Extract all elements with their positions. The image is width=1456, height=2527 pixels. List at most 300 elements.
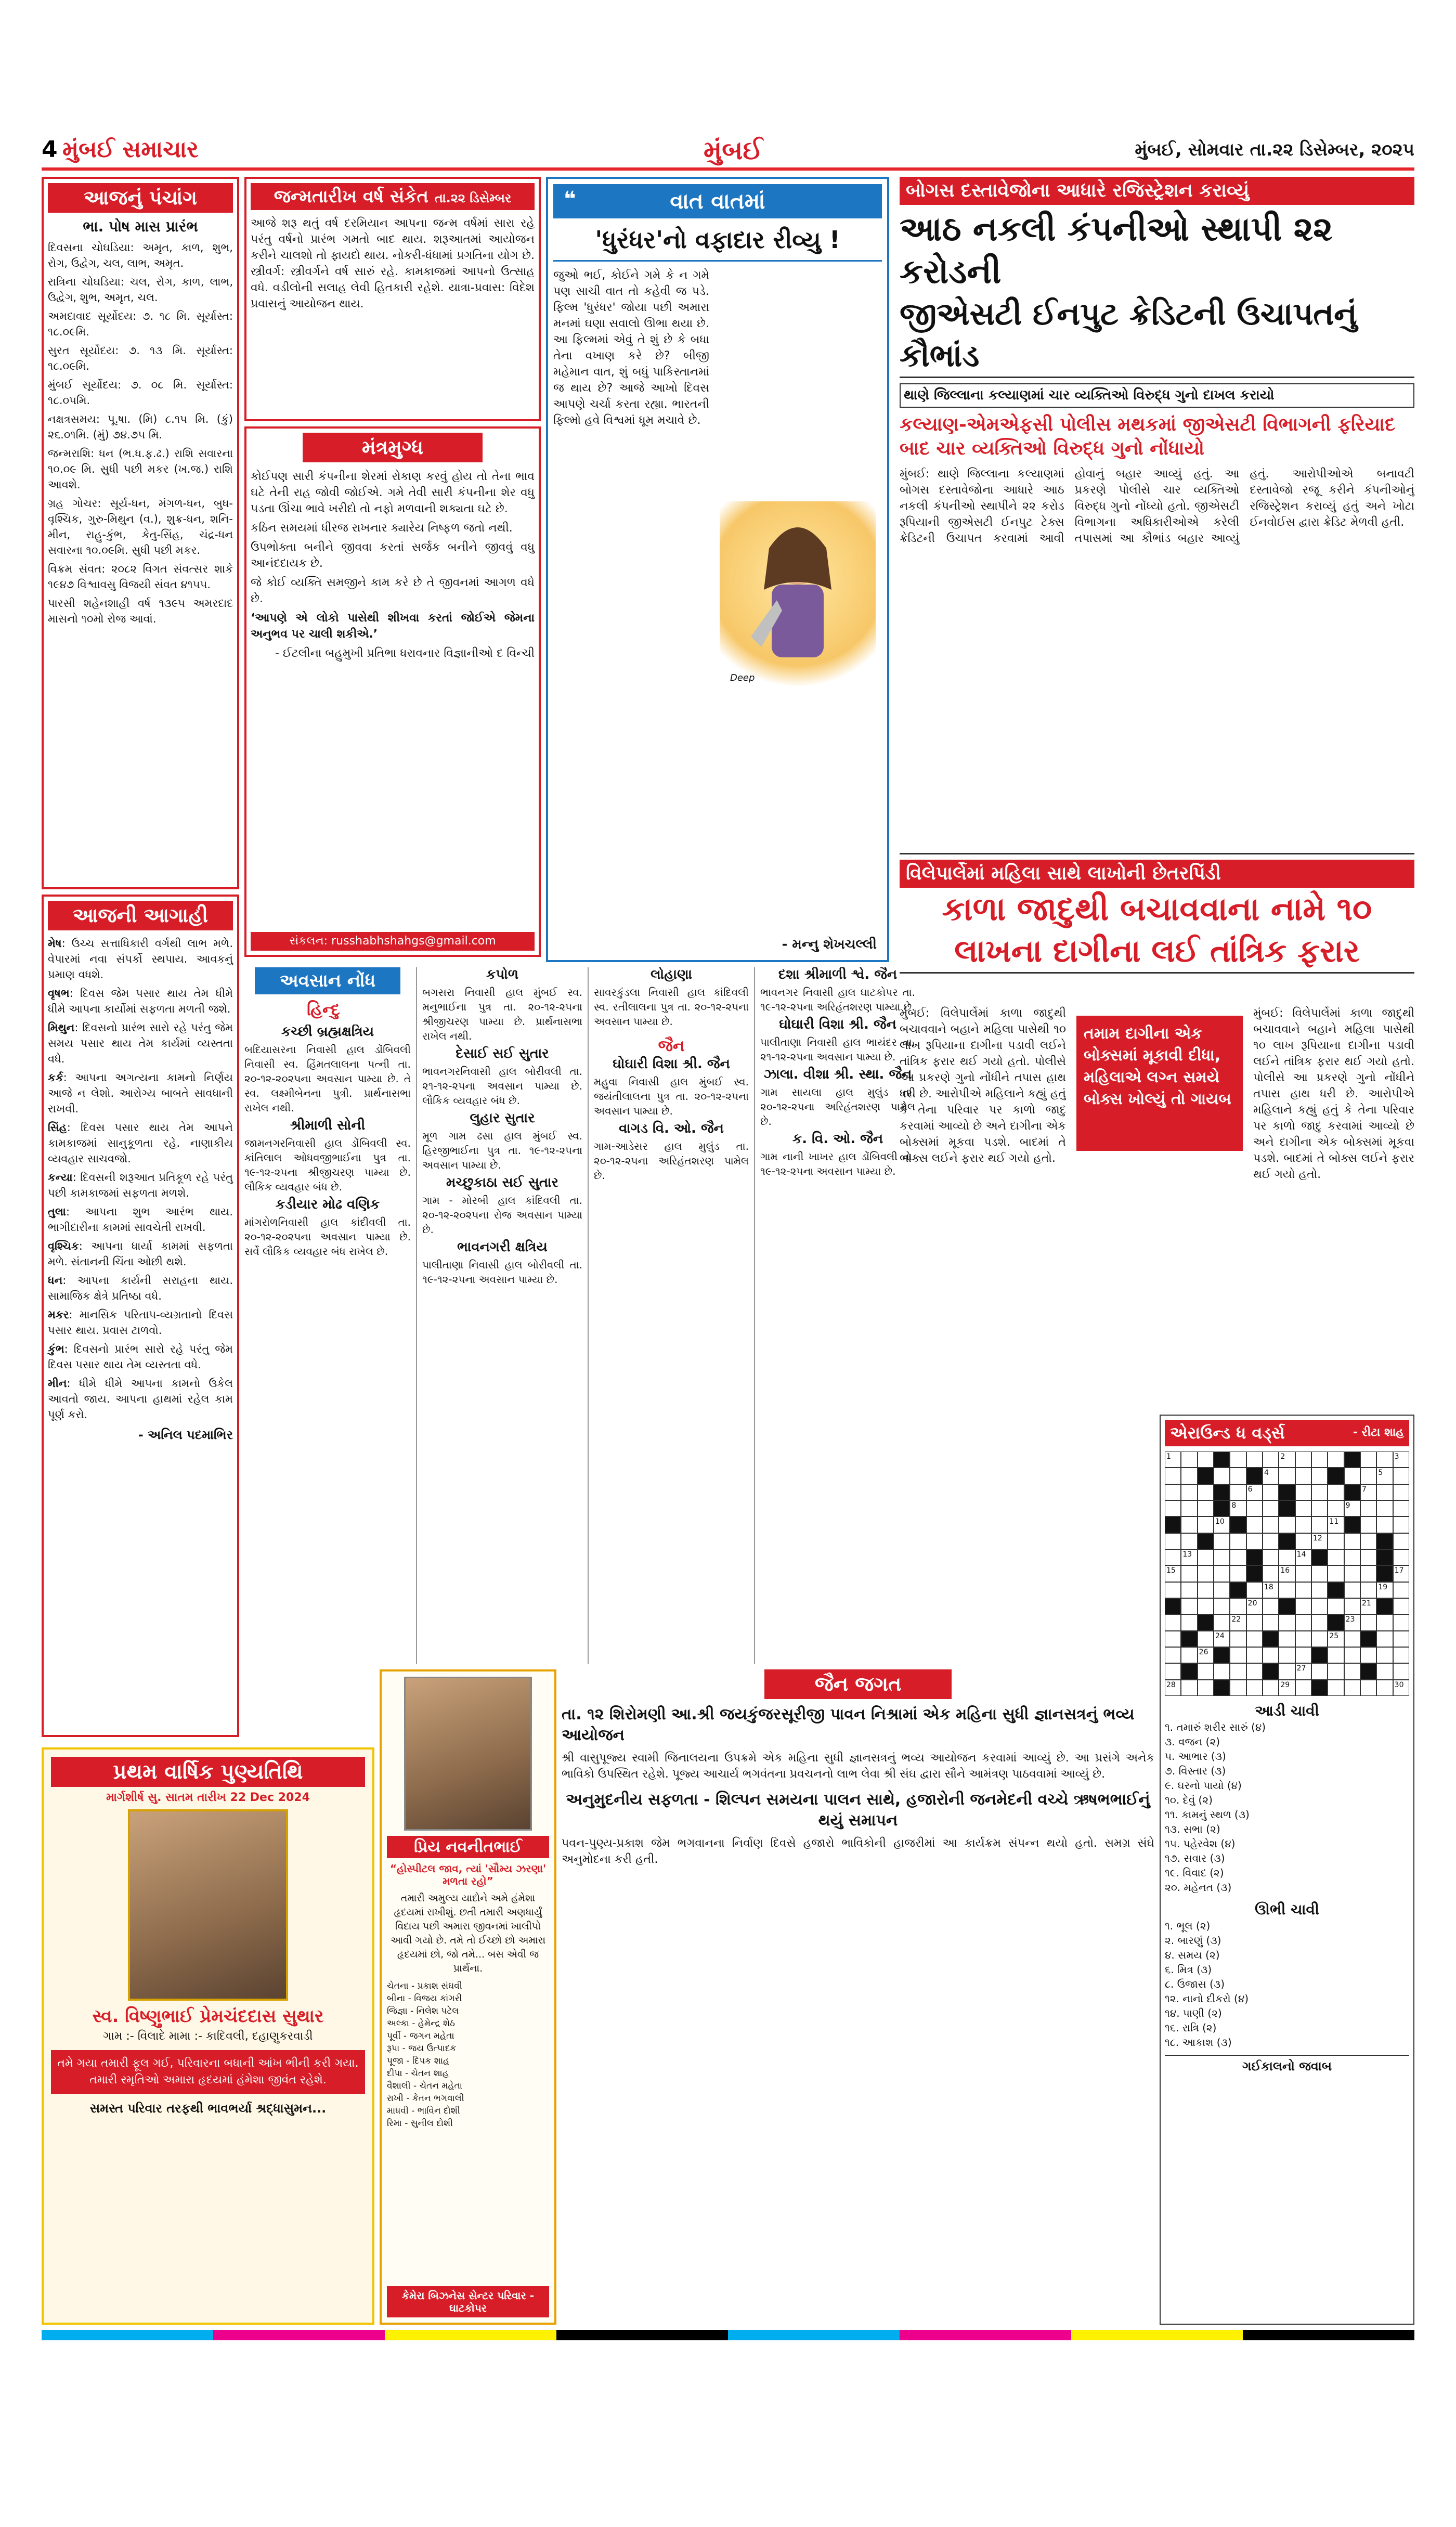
illustration-signature: Deep	[730, 672, 755, 683]
crossword-cell[interactable]	[1279, 1517, 1295, 1533]
forecast-item: કુંભ: દિવસનો પ્રારંભ સારો રહે પરંતુ જેમ દિવસ પસાર થાય તેમ વ્યસ્તતા વધે.	[48, 1343, 233, 1371]
crossword-cell[interactable]	[1279, 1647, 1295, 1663]
crossword-cell[interactable]	[1393, 1468, 1409, 1484]
crossword-cell[interactable]	[1181, 1598, 1197, 1614]
crossword-cell[interactable]	[1181, 1468, 1197, 1484]
paper-name: મુંબઈ સમાચાર	[62, 136, 199, 163]
crossword-cell[interactable]	[1165, 1533, 1181, 1549]
crossword-cell[interactable]	[1165, 1614, 1181, 1630]
crossword-cell[interactable]	[1311, 1500, 1328, 1517]
crossword-cell[interactable]	[1393, 1582, 1409, 1598]
second-body-2: મુંબઈ: વિલેપાર્લેમાં કાળા જાદુથી બચાવવાને બહાને મહિલા પાસેથી ૧૦ લાખ રૂપિયાના દાગીના પડાવી લઈને તાંત્રિક ફરાર થઈ ગયો હતો. પોલીસે આ પ્રકરણે ગુનો નોંધીને તપાસ હાથ ધરી છે. આરોપીએ મહિલાને કહ્યું હતું કે તેના પરિવાર પર કાળો જાદુ કરવામાં આવ્યો છે અને દાગીના એક બોક્સમાં મૂકવા પડશે. બાદમાં તે બોક્સ લઈને ફરાર થઈ ગયો હતો.	[1253, 1007, 1414, 1181]
crossword-cell[interactable]	[1344, 1565, 1360, 1582]
crossword-cell[interactable]	[1246, 1614, 1263, 1630]
crossword-cell[interactable]	[1263, 1500, 1279, 1517]
crossword-cell[interactable]	[1230, 1533, 1246, 1549]
obit-text: બગસરા નિવાસી હાલ મુંબઈ સ્વ. મનુભાઈના પુત્ર તા. ૨૦-૧૨-૨૫ના શ્રીજીચરણ પામ્યા છે. પ્રાર્થનાસભા રાખેલ નથી.	[422, 986, 582, 1042]
crossword-cell[interactable]	[1311, 1598, 1328, 1614]
relative: બીના - વિજય કાંગરી	[387, 1993, 462, 2004]
crossword-cell	[1279, 1484, 1295, 1500]
crossword-cell[interactable]	[1376, 1680, 1393, 1696]
crossword-cell[interactable]	[1360, 1549, 1376, 1565]
crossword-cell[interactable]: 15	[1165, 1565, 1181, 1582]
panchang-line: નક્ષત્રસમય: પૂ.ષા. (મિ) ૮.૧૫ મિ. (કું) ૨૬.૦૧મિ. (મું) ૭૪.૭૫ મિ.	[48, 413, 233, 441]
crossword-cell[interactable]	[1198, 1663, 1214, 1679]
crossword-cell	[1230, 1517, 1246, 1533]
crossword-cell	[1311, 1647, 1328, 1663]
crossword-cell[interactable]	[1246, 1631, 1263, 1647]
clue: ૧૩. સભા (૨)	[1165, 1823, 1220, 1835]
forecast-body	[48, 936, 233, 1422]
crossword-cell	[1214, 1647, 1230, 1663]
crossword-cell	[1279, 1533, 1295, 1549]
obit-text: ભાવનગર નિવાસી હાલ ઘાટકોપર તા. ૧૯-૧૨-૨૫ના અરિહંતશરણ પામ્યા છે.	[760, 986, 915, 1013]
crossword-cell[interactable]	[1295, 1565, 1311, 1582]
crossword-cell[interactable]	[1198, 1598, 1214, 1614]
crossword-cell[interactable]: 30	[1393, 1680, 1409, 1696]
jain-body: શ્રી વાસુપૂજ્ય સ્વામી જિનાલયના ઉપક્રમે એક મહિના સુધી જ્ઞાનસત્રનું ભવ્ય આયોજન કરવામાં આવ્યું છે. આ પ્રસંગે અનેક ભાવિકો ઉપસ્થિત રહેશે. પૂજ્ય આચાર્ય ભગવંતના પ્રવચનનો લાભ લેવા શ્રી સંઘ દ્વારા સૌને આમંત્રણ પાઠવવામાં આવ્યું છે.	[562, 1752, 1154, 1781]
crossword-cell[interactable]	[1328, 1565, 1344, 1582]
crossword-cell[interactable]	[1360, 1565, 1376, 1582]
panchang-line: ગ્રહ ગોચર: સૂર્ય-ધન, મંગળ-ધન, બુધ-વૃશ્ચિક, ગુરુ-મિથુન (વ.), શુક્ર-ધન, શનિ-મીન, રાહુ-કુંભ, કેતુ-સિંહ, ચંદ્ર-ધન સવારના ૧૦.૦૯મિ. સુધી પછી મકર.	[48, 497, 233, 556]
crossword-cell[interactable]	[1295, 1468, 1311, 1484]
crossword-cell[interactable]	[1393, 1484, 1409, 1500]
crossword-cell	[1263, 1663, 1279, 1679]
crossword-cell[interactable]	[1279, 1582, 1295, 1598]
crossword-cell[interactable]	[1360, 1500, 1376, 1517]
mantra-quote-author: - ઈટલીના બહુમુખી પ્રતિભા ધરાવનાર વિજ્ઞાનીઓ દ વિન્ચી	[275, 647, 535, 660]
second-kicker: વિલેપાર્લેમાં મહિલા સાથે લાખોની છેતરપિંડી	[900, 860, 1414, 888]
crossword-cell[interactable]	[1198, 1549, 1214, 1565]
crossword-cell[interactable]: 11	[1328, 1517, 1344, 1533]
forecast-item: વૃષભ: દિવસ જેમ પસાર થાય તેમ ધીમે ધીમે આપના કાર્યોમાં સફળતા મળતી જશે.	[48, 987, 233, 1015]
vaat-body: જુઓ ભઈ, કોઈને ગમે કે ન ગમે પણ સાચી વાત તો કહેવી જ પડે. ફિલ્મ 'ધુરંધર' જોયા પછી અમારા મનમાં ઘણા સવાલો ઊભા થયા છે. આ ફિલ્મમાં એવું તે શું છે કે બધા તેના વખાણ કરે છે? બીજી મહેમાન વાત, શું બધું પાકિસ્તાનમાં જ થાય છે? આજે આખો દિવસ આપણે ચર્ચા કરતા રહ્યા. ભારતની ફિલ્મો હવે વિશ્વમાં ધૂમ મચાવે છે.	[553, 269, 709, 427]
crossword-cell[interactable]	[1263, 1452, 1279, 1468]
crossword-cell[interactable]	[1295, 1517, 1311, 1533]
panchang-title: આજનું પંચાંગ	[48, 183, 233, 213]
crossword-cell[interactable]	[1198, 1631, 1214, 1647]
crossword-cell[interactable]: 17	[1393, 1565, 1409, 1582]
mantra-box	[244, 426, 541, 957]
crossword-cell[interactable]	[1279, 1663, 1295, 1679]
crossword-cell[interactable]	[1295, 1500, 1311, 1517]
crossword-cell[interactable]	[1214, 1598, 1230, 1614]
birthday-box	[244, 177, 541, 421]
crossword-cell[interactable]: 8	[1230, 1500, 1246, 1517]
crossword-cell[interactable]	[1328, 1452, 1344, 1468]
crossword-cell[interactable]	[1295, 1614, 1311, 1630]
crossword-cell[interactable]	[1376, 1517, 1393, 1533]
crossword-cell[interactable]: 10	[1214, 1517, 1230, 1533]
memorial1-date: માર્ગશીર્ષ સુ. સાતમ તારીખ 22 Dec 2024	[106, 1791, 310, 1804]
crossword-cell[interactable]: 7	[1360, 1484, 1376, 1500]
crossword-cell[interactable]	[1376, 1631, 1393, 1647]
crossword-cell[interactable]	[1246, 1533, 1263, 1549]
birthday-title: જન્મતારીખ વર્ષ સંકેત તા.૨૨ ડિસેમ્બર	[251, 183, 535, 210]
clue: ૯. ઘરનો પાયો (૪)	[1165, 1779, 1242, 1792]
obit-text: મૂળ ગામ ઢસા હાલ મુંબઈ સ્વ. હિરજીભાઈના પુત્ર તા. ૧૯-૧૨-૨૫ના અવસાન પામ્યા છે.	[422, 1130, 582, 1171]
crossword-cell[interactable]	[1295, 1680, 1311, 1696]
clue: ૮. ઉજાસ (૩)	[1165, 1978, 1225, 1990]
crossword-cell[interactable]	[1295, 1631, 1311, 1647]
crossword-cell[interactable]	[1376, 1452, 1393, 1468]
crossword-cell[interactable]	[1198, 1484, 1214, 1500]
obituary-col-3	[588, 967, 749, 1664]
crossword-cell[interactable]	[1311, 1452, 1328, 1468]
crossword-cell[interactable]: 16	[1279, 1565, 1295, 1582]
memorial2-title: પ્રિય નવનીતભાઈ	[387, 1836, 549, 1858]
memorial-2	[380, 1669, 556, 2325]
jain-headline: તા. ૧૨ શિરોમણી આ.શ્રી જયકુંજરસૂરીજી પાવન નિશ્રામાં એક મહિના સુધી જ્ઞાનસત્રનું ભવ્ય આયોજન	[562, 1705, 1135, 1744]
crossword-cell[interactable]	[1263, 1565, 1279, 1582]
crossword-cell[interactable]	[1360, 1680, 1376, 1696]
jain-jagat-title: જૈન જગત	[764, 1669, 952, 1699]
crossword-cell[interactable]	[1230, 1565, 1246, 1582]
memorial2-quote: “હોસ્પીટલ જાવ, ત્યાં 'સૌમ્ય ઝરણા' મળતા રહો”	[389, 1862, 547, 1887]
crossword-cell[interactable]	[1181, 1533, 1197, 1549]
crossword-cell[interactable]	[1214, 1565, 1230, 1582]
crossword-cell[interactable]	[1165, 1647, 1181, 1663]
mantra-contact: સંકલન: russhabhshahgs@gmail.com	[251, 932, 535, 951]
clue: ૧૮. આકાશ (૩)	[1165, 2036, 1232, 2049]
crossword-cell[interactable]	[1311, 1468, 1328, 1484]
crossword-cell[interactable]	[1198, 1565, 1214, 1582]
crossword-cell[interactable]	[1246, 1647, 1263, 1663]
crossword-cell[interactable]	[1214, 1614, 1230, 1630]
crossword-cell[interactable]: 29	[1279, 1680, 1295, 1696]
crossword-cell[interactable]	[1295, 1582, 1311, 1598]
clue: ૪. સમય (૨)	[1165, 1949, 1220, 1961]
second-news	[900, 853, 1414, 1409]
crossword-cell[interactable]	[1181, 1452, 1197, 1468]
crossword-cell[interactable]	[1181, 1500, 1197, 1517]
crossword-cell[interactable]	[1328, 1663, 1344, 1679]
crossword-cell[interactable]	[1360, 1468, 1376, 1484]
crossword-cell[interactable]: 13	[1181, 1549, 1197, 1565]
crossword-cell[interactable]	[1295, 1484, 1311, 1500]
crossword-cell	[1246, 1565, 1263, 1582]
obituary-title: અવસાન નોંધ	[255, 967, 400, 994]
crossword-cell[interactable]	[1165, 1484, 1181, 1500]
panchang-line: રાત્રિના ચોઘડિયા: ચલ, રોગ, કાળ, લાભ, ઉદ્વેગ, શુભ, અમૃત, ચલ.	[48, 276, 233, 304]
crossword-cell[interactable]	[1279, 1631, 1295, 1647]
crossword-cell[interactable]	[1311, 1517, 1328, 1533]
crossword-cell[interactable]	[1360, 1452, 1376, 1468]
clue: ૫. આભાર (૩)	[1165, 1750, 1226, 1763]
crossword-cell[interactable]: 18	[1263, 1582, 1279, 1598]
jain-section-title: જૈન	[658, 1037, 685, 1055]
crossword-cell	[1376, 1549, 1393, 1565]
obituary-sub: હિન્દુ	[307, 1000, 340, 1019]
crossword-cell[interactable]	[1328, 1647, 1344, 1663]
panchang-body	[48, 240, 233, 627]
crossword-cell[interactable]	[1165, 1631, 1181, 1647]
crossword-cell	[1328, 1582, 1344, 1598]
crossword-cell[interactable]	[1263, 1598, 1279, 1614]
crossword-cell[interactable]: 1	[1165, 1452, 1181, 1468]
across-title: આડી ચાવી	[1255, 1702, 1319, 1719]
crossword-cell	[1214, 1484, 1230, 1500]
obit-text: ગામ નાની ખાખર હાલ ડોંબિવલી તા. ૧૯-૧૨-૨૫ના અવસાન પામ્યા છે.	[760, 1150, 915, 1177]
crossword-cell[interactable]: 21	[1360, 1598, 1376, 1614]
panchang-line: સુરત સૂર્યોદય: ૭. ૧૩ મિ. સૂર્યાસ્ત: ૧૮.૦૯મિ.	[48, 344, 233, 372]
crossword-cell[interactable]	[1230, 1468, 1246, 1484]
crossword-cell[interactable]	[1328, 1549, 1344, 1565]
obituary-col-4	[754, 967, 915, 1664]
crossword-cell[interactable]	[1344, 1533, 1360, 1549]
crossword-cell[interactable]: 12	[1311, 1533, 1328, 1549]
crossword-cell[interactable]	[1376, 1484, 1393, 1500]
second-highlight: તમામ દાગીના એક બોક્સમાં મૂકાવી દીધા, મહિલાએ લગ્ન સમયે બોક્સ ખોલ્યું તો ગાયબ	[1076, 1016, 1243, 1151]
crossword-cell[interactable]	[1181, 1517, 1197, 1533]
crossword-cell[interactable]: 28	[1165, 1680, 1181, 1696]
crossword-cell[interactable]	[1230, 1663, 1246, 1679]
crossword-cell[interactable]	[1376, 1614, 1393, 1630]
mantra-item: કોઈપણ સારી કંપનીના શેરમાં રોકાણ કરવું હોય તો તેના ભાવ ઘટે તેની રાહ જોવી જોઈએ. ગમે તેવી સારી કંપનીના શેર વધુ પડતા ઊંચા ભાવે ખરીદો તો નફો મળવાની શક્યતા ઘટે છે.	[251, 470, 535, 515]
crossword-cell[interactable]	[1279, 1549, 1295, 1565]
crossword-cell[interactable]	[1214, 1533, 1230, 1549]
relative: દીપા - ચેતન શાહ	[387, 2068, 449, 2079]
crossword-cell[interactable]	[1165, 1500, 1181, 1517]
crossword-cell[interactable]	[1198, 1582, 1214, 1598]
crossword-cell[interactable]	[1263, 1517, 1279, 1533]
crossword-cell[interactable]	[1181, 1484, 1197, 1500]
crossword-cell[interactable]	[1311, 1484, 1328, 1500]
crossword-cell[interactable]	[1230, 1647, 1246, 1663]
crossword-cell[interactable]	[1295, 1598, 1311, 1614]
crossword-cell	[1376, 1533, 1393, 1549]
crossword-cell[interactable]	[1295, 1533, 1311, 1549]
crossword-cell	[1181, 1663, 1197, 1679]
obit-text: ગામ - મોરબી હાલ કાંદિવલી તા. ૨૦-૧૨-૨૦૨૫ના રોજ અવસાન પામ્યા છે.	[422, 1194, 582, 1236]
crossword-cell[interactable]	[1393, 1500, 1409, 1517]
crossword-cell[interactable]	[1246, 1517, 1263, 1533]
crossword-cell[interactable]	[1165, 1549, 1181, 1565]
relative: રૂપા - જય ઉત્પાદક	[387, 2043, 457, 2054]
crossword-cell[interactable]	[1393, 1663, 1409, 1679]
crossword-cell[interactable]	[1344, 1468, 1360, 1484]
crossword-cell[interactable]	[1230, 1598, 1246, 1614]
crossword-cell[interactable]	[1230, 1680, 1246, 1696]
crossword-cell[interactable]	[1279, 1614, 1295, 1630]
crossword-cell[interactable]	[1376, 1500, 1393, 1517]
crossword-cell[interactable]: 20	[1246, 1598, 1263, 1614]
crossword-cell[interactable]	[1393, 1517, 1409, 1533]
relative: અલ્કા - હેમેન્દ્ર શેઠ	[387, 2018, 455, 2029]
crossword-cell[interactable]	[1165, 1468, 1181, 1484]
crossword-cell[interactable]	[1246, 1663, 1263, 1679]
memorial-1	[42, 1747, 374, 2325]
crossword-grid[interactable]	[1165, 1452, 1409, 1696]
crossword-cell[interactable]	[1295, 1452, 1311, 1468]
crossword-cell	[1344, 1484, 1360, 1500]
crossword-cell[interactable]	[1344, 1598, 1360, 1614]
crossword-cell[interactable]	[1165, 1663, 1181, 1679]
obit-text: બદિયાસરના નિવાસી હાલ ડોંબિવલી નિવાસી સ્વ. હિંમતલાલના પત્ની તા. ૨૦-૧૨-૨૦૨૫ના અવસાન પામ્યા છે. તે સ્વ. લક્ષ્મીબેનના પુત્રી. પ્રાર્થનાસભા રાખેલ નથી.	[244, 1043, 411, 1114]
obit-text: ગામ-આડેસર હાલ મુલુંડ તા. ૨૦-૧૨-૨૫ના અરિહંતશરણ પામેલ છે.	[594, 1140, 749, 1182]
memorial1-village: ગામ :- વિલાદે મામા :- કાદિવલી, દહાણુકરવાડી	[103, 2030, 313, 2043]
crossword-cell[interactable]	[1393, 1549, 1409, 1565]
crossword-cell[interactable]	[1393, 1533, 1409, 1549]
mantra-quote: ‘આપણે એ લોકો પાસેથી શીખવા કરતાં જોઈએ જેમના અનુભવ પર ચાલી શકીએ.’	[251, 612, 535, 641]
crossword-cell[interactable]	[1344, 1663, 1360, 1679]
crossword-cell[interactable]	[1263, 1484, 1279, 1500]
crossword-cell[interactable]	[1263, 1614, 1279, 1630]
crossword-cell[interactable]	[1198, 1452, 1214, 1468]
crossword-cell[interactable]	[1230, 1631, 1246, 1647]
crossword-cell[interactable]	[1393, 1631, 1409, 1647]
crossword-cell[interactable]	[1344, 1680, 1360, 1696]
crossword-cell[interactable]	[1181, 1680, 1197, 1696]
crossword-cell[interactable]	[1165, 1582, 1181, 1598]
memorial1-title: પ્રથમ વાર્ષિક પુણ્યતિથિ	[51, 1757, 365, 1787]
vaat-illustration	[720, 501, 876, 699]
obit-heading: ભાવનગરી ક્ષત્રિય	[457, 1239, 548, 1255]
clue: ૧૨. નાનો દીકરો (૪)	[1165, 1992, 1249, 2005]
crossword-cell[interactable]	[1344, 1549, 1360, 1565]
obit-text: પાલીતાણા નિવાસી હાલ બોરીવલી તા. ૧૯-૧૨-૨૫ના અવસાન પામ્યા છે.	[422, 1259, 582, 1286]
crossword-cell[interactable]	[1246, 1452, 1263, 1468]
crossword-cell[interactable]: 14	[1295, 1549, 1311, 1565]
crossword-cell[interactable]	[1181, 1565, 1197, 1582]
crossword-cell[interactable]	[1246, 1500, 1263, 1517]
vaat-headline: 'ધુરંધર'નો વફાદાર રીવ્યુ !	[553, 226, 882, 262]
clue: ૧. તમારું શરીર સારું (૪)	[1165, 1721, 1266, 1733]
clue: ૨. બારણું (૩)	[1165, 1934, 1221, 1947]
crossword-cell[interactable]	[1198, 1500, 1214, 1517]
crossword-cell[interactable]	[1246, 1680, 1263, 1696]
crossword-cell[interactable]	[1311, 1631, 1328, 1647]
obit-heading: શ્રીમાળી સોની	[290, 1118, 366, 1133]
crossword-cell[interactable]	[1214, 1549, 1230, 1565]
crossword-cell[interactable]	[1328, 1533, 1344, 1549]
crossword-cell[interactable]	[1360, 1533, 1376, 1549]
crossword-cell[interactable]	[1344, 1582, 1360, 1598]
crossword-cell[interactable]	[1393, 1614, 1409, 1630]
crossword-cell[interactable]	[1311, 1663, 1328, 1679]
crossword-cell[interactable]	[1181, 1614, 1197, 1630]
crossword-cell[interactable]	[1360, 1517, 1376, 1533]
crossword-cell[interactable]	[1393, 1598, 1409, 1614]
forecast-item: વૃશ્ચિક: આપના ધાર્યા કામમાં સફળતા મળે. સંતાનની ચિંતા ઓછી થશે.	[48, 1240, 233, 1268]
crossword-cell[interactable]	[1230, 1549, 1246, 1565]
lead-sub-headline: કલ્યાણ-એમએફસી પોલીસ મથકમાં જીએસટી વિભાગની ફરિયાદ બાદ ચાર વ્યક્તિઓ વિરુદ્ધ ગુનો નોંધાયો	[900, 414, 1396, 459]
crossword-cell[interactable]	[1393, 1647, 1409, 1663]
crossword-cell[interactable]: 9	[1344, 1500, 1360, 1517]
crossword-cell[interactable]	[1263, 1533, 1279, 1549]
crossword-cell[interactable]	[1198, 1680, 1214, 1696]
crossword-cell[interactable]	[1328, 1484, 1344, 1500]
crossword-cell[interactable]: 22	[1230, 1614, 1246, 1630]
crossword-cell[interactable]: 26	[1198, 1647, 1214, 1663]
crossword-cell[interactable]: 5	[1376, 1468, 1393, 1484]
second-body: મુંબઈ: વિલેપાર્લેમાં કાળા જાદુથી બચાવવાને બહાને મહિલા પાસેથી ૧૦ લાખ રૂપિયાના દાગીના પડાવી લઈને તાંત્રિક ફરાર થઈ ગયો હતો. પોલીસે આ પ્રકરણે ગુનો નોંધીને તપાસ હાથ ધરી છે. આરોપીએ મહિલાને કહ્યું હતું કે તેના પરિવાર પર કાળો જાદુ કરવામાં આવ્યો છે અને દાગીના એક બોક્સમાં મૂકવા પડશે. બાદમાં તે બોક્સ લઈને ફરાર થઈ ગયો હતો.	[900, 1007, 1066, 1165]
crossword-cell[interactable]: 25	[1328, 1631, 1344, 1647]
crossword-cell[interactable]: 24	[1214, 1631, 1230, 1647]
mantra-title: મંત્રમુગ્ધ	[303, 433, 483, 462]
crossword-cell[interactable]	[1311, 1582, 1328, 1598]
crossword-cell[interactable]	[1311, 1565, 1328, 1582]
crossword-cell[interactable]	[1360, 1582, 1376, 1598]
clue: ૧૯. વિવાદ (૨)	[1165, 1867, 1224, 1879]
across-clues	[1165, 1720, 1409, 1895]
clue: ૧૪. પાણી (૨)	[1165, 2007, 1222, 2019]
crossword-cell[interactable]: 4	[1263, 1468, 1279, 1484]
crossword-cell[interactable]	[1181, 1582, 1197, 1598]
crossword-cell	[1376, 1565, 1393, 1582]
clue: ૧૫. પહેરવેશ (૪)	[1165, 1837, 1236, 1850]
panchang-month: ભા. પોષ માસ પ્રારંભ	[83, 218, 198, 235]
forecast-item: કર્ક: આપના અગત્યના કામનો નિર્ણય આજે ન લેશો. આરોગ્ય બાબતે સાવધાની રાખવી.	[48, 1071, 233, 1115]
crossword-cell[interactable]	[1230, 1452, 1246, 1468]
crossword-cell[interactable]: 3	[1393, 1452, 1409, 1468]
crossword-cell[interactable]	[1311, 1614, 1328, 1630]
down-title: ઊભી ચાવી	[1255, 1901, 1319, 1918]
crossword-cell	[1311, 1549, 1328, 1565]
crossword-cell[interactable]	[1214, 1582, 1230, 1598]
crossword-cell[interactable]: 23	[1344, 1614, 1360, 1630]
obituary-col-2	[416, 967, 582, 1664]
crossword-cell[interactable]: 6	[1246, 1484, 1263, 1500]
crossword-cell[interactable]	[1246, 1582, 1263, 1598]
clue: ૬. મિત્ર (૩)	[1165, 1963, 1212, 1976]
crossword-cell[interactable]	[1263, 1549, 1279, 1565]
crossword-cell[interactable]	[1214, 1468, 1230, 1484]
relative: વૈશાલી - ચેતન મહેતા	[387, 2081, 462, 2091]
obituary-col-1	[244, 1025, 411, 1664]
forecast-box	[42, 895, 239, 1737]
crossword-cell[interactable]	[1344, 1631, 1360, 1647]
crossword-cell[interactable]	[1376, 1647, 1393, 1663]
obit-heading: ઘોઘારી વિશા શ્રી. જૈન	[613, 1056, 730, 1072]
clue: ૨૦. મહેનત (૩)	[1165, 1881, 1232, 1894]
crossword-cell[interactable]	[1181, 1647, 1197, 1663]
crossword-cell[interactable]	[1360, 1614, 1376, 1630]
crossword-cell[interactable]	[1376, 1663, 1393, 1679]
relative: ચેતના - પ્રકાશ સંઘવી	[387, 1981, 462, 1991]
crossword-cell[interactable]	[1328, 1500, 1344, 1517]
masthead	[42, 134, 1414, 171]
crossword-cell[interactable]: 27	[1295, 1663, 1311, 1679]
relative: રાખી - કેતન ભગવાલી	[387, 2093, 464, 2104]
crossword-cell	[1198, 1614, 1214, 1630]
crossword-cell[interactable]	[1263, 1647, 1279, 1663]
clue: ૧૧. કામનું સ્થળ (૩)	[1165, 1808, 1250, 1821]
lead-lede: થાણે જિલ્લાના કલ્યાણમાં ચાર વ્યક્તિઓ વિરુદ્ધ ગુનો દાખલ કરાયો	[900, 383, 1414, 408]
crossword-cell[interactable]	[1263, 1680, 1279, 1696]
crossword-cell[interactable]: 2	[1279, 1452, 1295, 1468]
crossword-cell[interactable]	[1360, 1647, 1376, 1663]
panchang-line: અમદાવાદ સૂર્યોદય: ૭. ૧૮ મિ. સૂર્યાસ્ત: ૧૮.૦૯મિ.	[48, 310, 233, 338]
second-headline-2: લાખના દાગીના લઈ તાંત્રિક ફરાર	[900, 930, 1414, 974]
crossword-cell[interactable]	[1295, 1647, 1311, 1663]
crossword-cell[interactable]	[1230, 1484, 1246, 1500]
crossword-cell[interactable]	[1344, 1647, 1360, 1663]
clue: ૧. ભૂલ (૨)	[1165, 1920, 1211, 1932]
crossword-cell[interactable]	[1279, 1468, 1295, 1484]
forecast-item: કન્યા: દિવસની શરૂઆત પ્રતિકૂળ રહે પરંતુ પછી કામકાજમાં સફળતા મળશે.	[48, 1171, 233, 1199]
jain-sub-headline: અનુમુદનીય સફળતા - શિલ્પન સમયના પાલન સાથે, હજારોની જનમેદની વચ્ચે ઋષભભાઈનું થયું સમાપન	[566, 1791, 1150, 1830]
crossword-cell[interactable]	[1328, 1680, 1344, 1696]
crossword-cell[interactable]: 19	[1376, 1582, 1393, 1598]
obit-heading: કડીયાર મોઢ વણિક	[275, 1197, 380, 1212]
panchang-line: મુંબઈ સૂર્યોદય: ૭. ૦૮ મિ. સૂર્યાસ્ત: ૧૮.૦૫મિ.	[48, 379, 233, 407]
crossword-cell[interactable]	[1198, 1517, 1214, 1533]
obit-heading: વાગડ વિ. ઓ. જૈન	[619, 1121, 724, 1136]
crossword-cell[interactable]	[1328, 1598, 1344, 1614]
relative: પૂજા - દિપક શાહ	[387, 2056, 450, 2066]
crossword-cell[interactable]	[1214, 1663, 1230, 1679]
